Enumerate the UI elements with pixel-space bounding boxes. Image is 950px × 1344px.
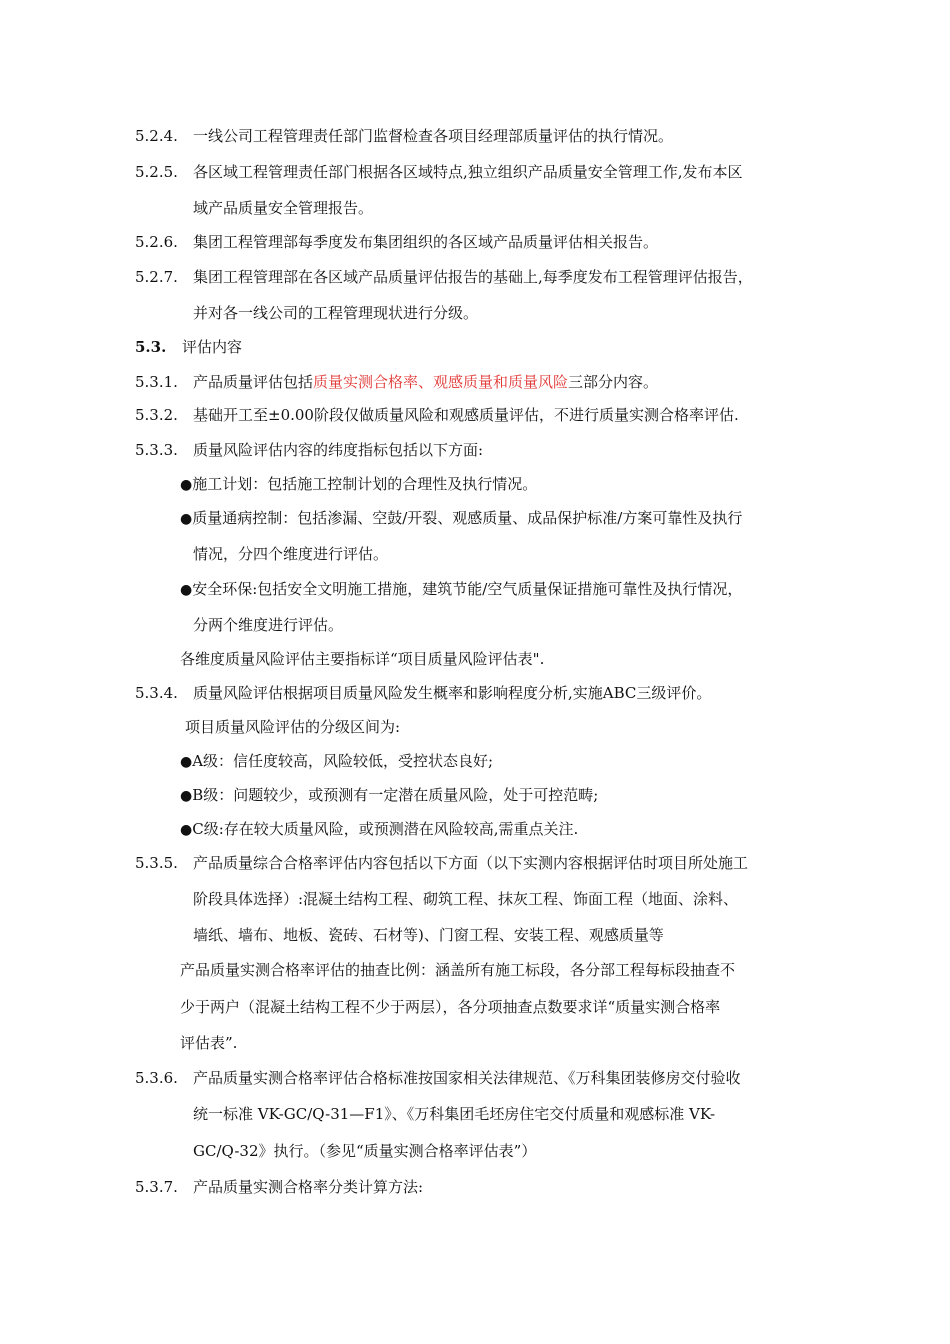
grade-text: A级：信任度较高，风险较低，受控状态良好; [192,752,494,770]
clause-text: 质量风险评估内容的纬度指标包括以下方面: [193,441,484,459]
paragraph-sampling-line2: 少于两户（混凝土结构工程不少于两层），各分项抽查点数要求详“质量实测合格率 [180,998,721,1016]
clause-text: 基础开工至±0.00阶段仅做质量风险和观感质量评估，不进行质量实测合格率评估. [193,406,739,424]
clause-text: 产品质量实测合格率分类计算方法: [193,1178,424,1196]
bullet-item-safety-environment-line2: 分两个维度进行评估。 [193,616,344,634]
bullet-text-line1: 质量通病控制：包括渗漏、空鼓/开裂、观感质量、成品保护标准/方案可靠性及执行 [192,509,743,527]
grade-text: C级:存在较大质量风险，或预测潜在风险较高,需重点关注. [192,820,579,838]
bullet-item-quality-control [180,508,742,528]
clause-5-3-5-line3: 墙纸、墙布、地板、瓷砖、石材等)、门窗工程、安装工程、观感质量等 [193,926,664,944]
highlighted-text: 质量实测合格率、观感质量和质量风险 [313,373,569,391]
grade-item-a [180,751,493,771]
clause-5-3-6-line2: 统一标准 VK-GC/Q-31—F1》、《万科集团毛坯房住宅交付质量和观感标准 VK- [193,1105,716,1123]
clause-text: 一线公司工程管理责任部门监督检查各项目经理部质量评估的执行情况。 [193,127,674,145]
grade-item-b [180,785,598,805]
paragraph-grading-intro: 项目质量风险评估的分级区间为: [185,718,401,736]
paragraph-risk-indicators: 各维度质量风险评估主要指标详“项目质量风险评估表". [180,650,545,668]
clause-number: 5.3.3. [135,441,178,459]
bullet-icon: ● [180,582,193,598]
clause-text: 集团工程管理部每季度发布集团组织的各区域产品质量评估相关报告。 [193,233,659,251]
bullet-text-line1: 安全环保:包括安全文明施工措施，建筑节能/空气质量保证措施可靠性及执行情况， [192,580,743,598]
bullet-item-construction-plan [180,474,537,494]
clause-number: 5.3.6. [135,1069,178,1087]
clause-text-pre: 产品质量评估包括 [193,373,314,391]
bullet-icon: ● [180,788,193,804]
paragraph-sampling-line1: 产品质量实测合格率评估的抽查比例：涵盖所有施工标段，各分部工程每标段抽查不 [180,961,736,979]
clause-number: 5.2.5. [135,163,178,181]
clause-text-line1: 集团工程管理部在各区域产品质量评估报告的基础上,每季度发布工程管理评估报告， [193,268,753,286]
clause-5-3-5-line2: 阶段具体选择）:混凝土结构工程、砌筑工程、抹灰工程、饰面工程（地面、涂料、 [193,890,739,908]
bullet-item-safety-environment [180,579,742,599]
bullet-item-quality-control-line2: 情况，分四个维度进行评估。 [193,545,389,563]
clause-text-post: 三部分内容。 [568,373,659,391]
clause-5-2-5-line2: 域产品质量安全管理报告。 [193,199,374,217]
clause-5-3-6-line3: GC/Q-32》执行。（参见“质量实测合格率评估表”） [193,1142,537,1160]
bullet-icon: ● [180,511,193,527]
clause-text-line1: 各区域工程管理责任部门根据各区域特点,独立组织产品质量安全管理工作,发布本区 [193,163,743,181]
bullet-icon: ● [180,754,193,770]
section-title: 评估内容 [182,338,243,356]
clause-text-line1: 产品质量综合合格率评估内容包括以下方面（以下实测内容根据评估时项目所处施工 [193,854,749,872]
clause-text: 质量风险评估根据项目质量风险发生概率和影响程度分析,实施ABC三级评价。 [193,684,712,702]
clause-5-2-7-line2: 并对各一线公司的工程管理现状进行分级。 [193,304,479,322]
clause-number: 5.3.2. [135,406,178,424]
clause-text [193,372,658,392]
bullet-icon: ● [180,822,193,838]
clause-number: 5.3.5. [135,854,178,872]
paragraph-sampling-line3: 评估表”. [180,1034,238,1052]
grade-text: B级：问题较少，或预测有一定潜在质量风险，处于可控范畴; [192,786,599,804]
clause-number: 5.3.4. [135,684,178,702]
clause-number: 5.3.1. [135,373,178,391]
grade-item-c [180,819,578,839]
clause-number: 5.2.7. [135,268,178,286]
bullet-text: 施工计划：包括施工控制计划的合理性及执行情况。 [192,475,538,493]
clause-text-line1: 产品质量实测合格率评估合格标准按国家相关法律规范、《万科集团装修房交付验收 [193,1069,741,1087]
clause-number: 5.2.4. [135,127,178,145]
clause-number: 5.3.7. [135,1178,178,1196]
bullet-icon: ● [180,477,193,493]
section-number: 5.3. [135,338,167,356]
clause-number: 5.2.6. [135,233,178,251]
